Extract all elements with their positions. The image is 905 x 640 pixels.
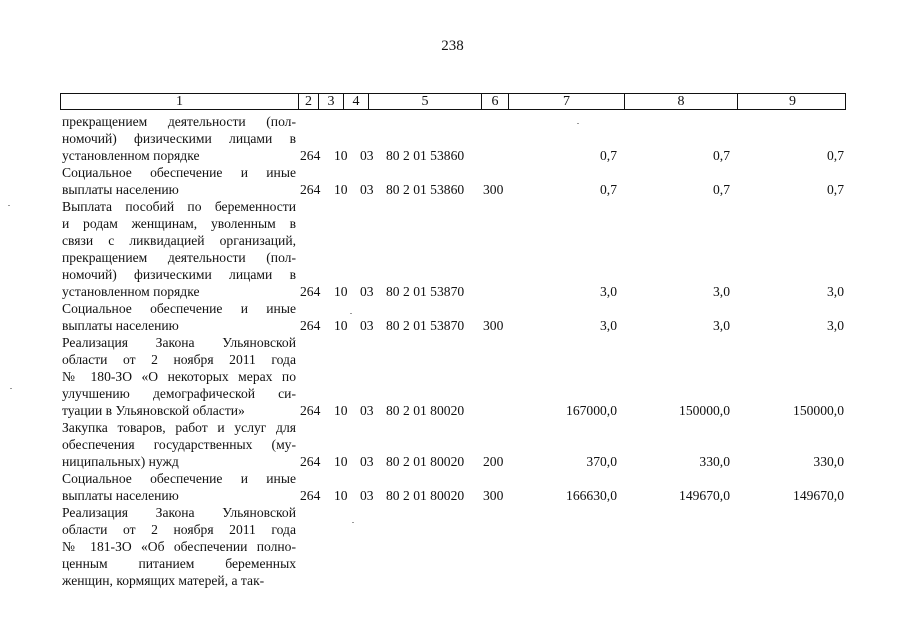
cell-c2: 264 [300, 454, 321, 469]
row-description [62, 419, 296, 470]
cell-c5: 80 2 01 80020 [386, 403, 465, 418]
description-line: номочий) физическими лицами в [62, 131, 296, 146]
header-col-9: 9 [789, 94, 796, 109]
header-col-8: 8 [625, 94, 738, 109]
cell-c7: 0,7 [600, 182, 617, 197]
cell-c2: 264 [300, 318, 321, 333]
row-description [62, 198, 296, 300]
cell-c5: 80 2 01 53860 [386, 148, 465, 163]
header-col-7: 7 [509, 94, 625, 109]
cell-c4: 03 [360, 454, 374, 469]
header-col-1: 1 [61, 94, 299, 109]
cell-c8: 3,0 [713, 284, 730, 299]
header-col-2: 2 [299, 94, 319, 109]
scan-mark [577, 123, 579, 124]
cell-c2: 264 [300, 488, 321, 503]
description-line: выплаты населению [62, 318, 179, 333]
cell-c3: 10 [334, 284, 348, 299]
cell-c6: 300 [483, 318, 504, 333]
header-col-5: 5 [369, 94, 482, 109]
header-col-3: 3 [319, 94, 344, 109]
cell-c9: 149670,0 [793, 488, 844, 503]
cell-c5: 80 2 01 53870 [386, 318, 465, 333]
cell-c9: 0,7 [827, 182, 844, 197]
cell-c4: 03 [360, 488, 374, 503]
header-col-6: 6 [482, 94, 509, 109]
cell-c9: 3,0 [827, 318, 844, 333]
page-number: 238 [441, 38, 464, 54]
description-line: связи с ликвидацией организаций, [62, 233, 296, 248]
cell-c6: 200 [483, 454, 504, 469]
cell-c4: 03 [360, 148, 374, 163]
cell-c9: 150000,0 [793, 403, 844, 418]
description-line: области от 2 ноября 2011 года [62, 522, 296, 537]
cell-c5: 80 2 01 53860 [386, 182, 465, 197]
description-line: Реализация Закона Ульяновской [62, 335, 296, 350]
cell-c7: 0,7 [600, 148, 617, 163]
description-line: области от 2 ноября 2011 года [62, 352, 296, 367]
cell-c8: 330,0 [699, 454, 730, 469]
description-line: Реализация Закона Ульяновской [62, 505, 296, 520]
cell-c8: 0,7 [713, 148, 730, 163]
cell-c8: 149670,0 [679, 488, 730, 503]
description-line: обеспечения государственных (му- [62, 437, 296, 452]
cell-c2: 264 [300, 284, 321, 299]
description-line: и родам женщинам, уволенным в [62, 216, 296, 231]
cell-c4: 03 [360, 284, 374, 299]
cell-c9: 0,7 [827, 148, 844, 163]
description-line: выплаты населению [62, 488, 179, 503]
cell-c7: 3,0 [600, 284, 617, 299]
scan-mark [350, 313, 352, 314]
description-line: Социальное обеспечение и иные [62, 471, 296, 486]
cell-c4: 03 [360, 182, 374, 197]
description-line: Выплата пособий по беременности [62, 199, 296, 214]
description-line: Закупка товаров, работ и услуг для [62, 420, 296, 435]
cell-c5: 80 2 01 80020 [386, 454, 465, 469]
description-line: № 180-ЗО «О некоторых мерах по [62, 369, 296, 384]
cell-c3: 10 [334, 403, 348, 418]
description-line: туации в Ульяновской области» [62, 403, 245, 418]
description-line: Социальное обеспечение и иные [62, 301, 296, 316]
description-line: номочий) физическими лицами в [62, 267, 296, 282]
description-line: установленном порядке [62, 284, 200, 299]
cell-c6: 300 [483, 182, 504, 197]
row-description [62, 113, 296, 164]
cell-c8: 0,7 [713, 182, 730, 197]
cell-c3: 10 [334, 148, 348, 163]
cell-c5: 80 2 01 80020 [386, 488, 465, 503]
row-description [62, 164, 296, 198]
description-line: прекращением деятельности (пол- [62, 250, 296, 265]
description-line: ниципальных) нужд [62, 454, 179, 469]
cell-c8: 3,0 [713, 318, 730, 333]
description-line: № 181-ЗО «Об обеспечении полно- [62, 539, 296, 554]
table-header-row [60, 93, 846, 110]
cell-c7: 3,0 [600, 318, 617, 333]
scan-mark [8, 205, 10, 206]
cell-c4: 03 [360, 403, 374, 418]
scan-mark [352, 522, 354, 523]
cell-c9: 330,0 [813, 454, 844, 469]
cell-c5: 80 2 01 53870 [386, 284, 465, 299]
cell-c8: 150000,0 [679, 403, 730, 418]
description-line: женщин, кормящих матерей, а так- [62, 573, 265, 588]
cell-c2: 264 [300, 182, 321, 197]
row-description [62, 470, 296, 504]
cell-c3: 10 [334, 318, 348, 333]
row-description [62, 334, 296, 419]
cell-c2: 264 [300, 148, 321, 163]
cell-c7: 370,0 [586, 454, 617, 469]
description-line: установленном порядке [62, 148, 200, 163]
cell-c6: 300 [483, 488, 504, 503]
cell-c3: 10 [334, 182, 348, 197]
cell-c9: 3,0 [827, 284, 844, 299]
description-line: выплаты населению [62, 182, 179, 197]
cell-c2: 264 [300, 403, 321, 418]
description-line: Социальное обеспечение и иные [62, 165, 296, 180]
cell-c3: 10 [334, 488, 348, 503]
row-description [62, 504, 296, 589]
cell-c7: 166630,0 [566, 488, 617, 503]
description-line: прекращением деятельности (пол- [62, 114, 296, 129]
cell-c3: 10 [334, 454, 348, 469]
description-line: ценным питанием беременных [62, 556, 296, 571]
cell-c4: 03 [360, 318, 374, 333]
header-col-4: 4 [344, 94, 369, 109]
cell-c7: 167000,0 [566, 403, 617, 418]
scan-mark [10, 388, 12, 389]
description-line: улучшению демографической си- [62, 386, 296, 401]
row-description [62, 300, 296, 334]
